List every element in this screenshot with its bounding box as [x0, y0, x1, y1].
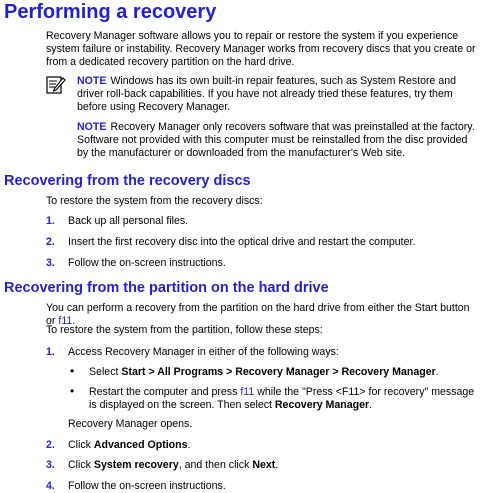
step-number: 2.: [46, 236, 55, 248]
section-intro-2: To restore the system from the partition, follow these steps:: [46, 324, 323, 336]
section-intro: To restore the system from the recovery discs:: [46, 195, 263, 207]
bullet-item: Select Start > All Programs > Recovery Manager > Recovery Manager.: [89, 366, 439, 378]
step-number: 2.: [46, 439, 55, 451]
step-text: Insert the first recovery disc into the optical drive and restart the computer.: [68, 236, 416, 248]
f11-key: f11: [240, 386, 255, 398]
bullet: •: [70, 384, 75, 398]
step-text: Click Advanced Options.: [68, 439, 191, 451]
note-1: [77, 75, 479, 114]
step-text: Follow the on-screen instructions.: [68, 257, 226, 269]
section-intro: You can perform a recovery from the partition on the hard drive from either the Start button or f11.: [46, 302, 470, 327]
page-title: Performing a recovery: [4, 1, 217, 23]
step-number: 1.: [46, 346, 55, 358]
step-text: Follow the on-screen instructions.: [68, 480, 226, 492]
step-text: Click System recovery, and then click Next.: [68, 459, 279, 471]
f11-key: f11: [58, 315, 73, 327]
step-text: Back up all personal files.: [68, 215, 189, 227]
step-text: Access Recovery Manager in either of the following ways:: [68, 346, 339, 358]
step-number: 4.: [46, 480, 55, 492]
bullet: •: [70, 364, 75, 378]
result-text: Recovery Manager opens.: [68, 418, 193, 430]
note-label: NOTE: [77, 75, 107, 87]
intro-paragraph: Recovery Manager software allows you to repair or restore the system if you experience system failure or instability. Recovery Manager works from recovery discs that you create or from a dedicated recovery partition on the hard drive.: [46, 30, 476, 68]
step-number: 1.: [46, 215, 55, 227]
note-text: Recovery Manager only recovers software that was preinstalled at the factory. Software not provided with this computer must be reinstalled from the disc provided by the manufacturer or downloaded from the manufacturer's Web site.: [77, 121, 475, 159]
note-icon: [46, 75, 66, 95]
step-number: 3.: [46, 257, 55, 269]
section-heading-discs: Recovering from the recovery discs: [4, 173, 251, 189]
note-label: NOTE: [77, 121, 107, 133]
step-number: 3.: [46, 459, 55, 471]
note-2: [77, 121, 479, 160]
note-text: Windows has its own built-in repair features, such as System Restore and driver roll-back capabilities. If you have not already tried these features, try them before using Recovery Manager.: [77, 75, 457, 113]
bullet-item: Restart the computer and press f11 while the "Press <F11> for recovery" message is displayed on the screen. Then select Recovery Manager.: [89, 386, 475, 411]
section-heading-partition: Recovering from the partition on the hard drive: [4, 280, 329, 296]
